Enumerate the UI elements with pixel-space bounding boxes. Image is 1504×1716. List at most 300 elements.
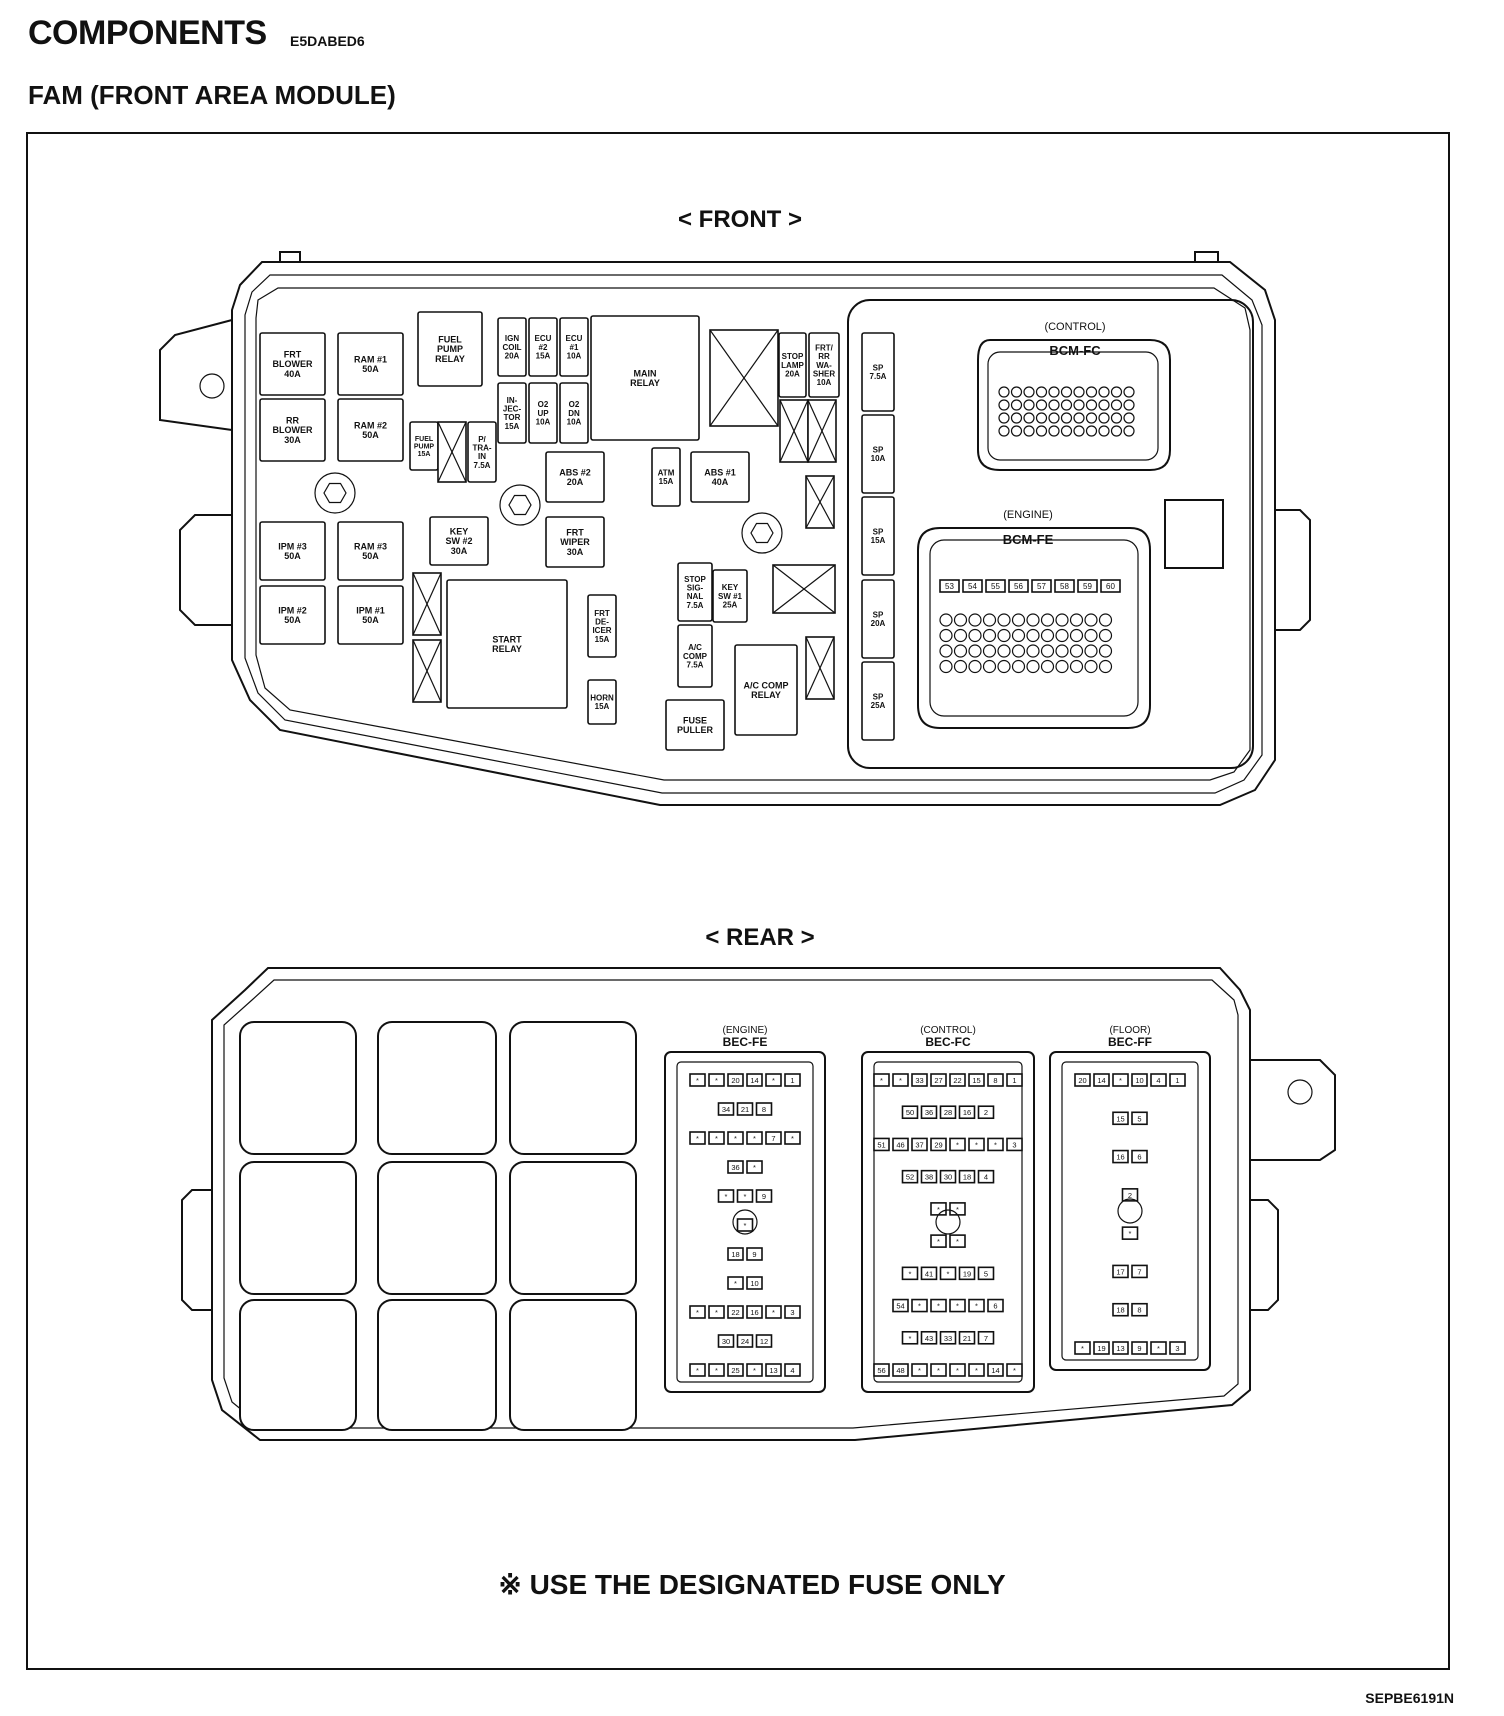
terminal-number: 6 <box>1137 1152 1142 1162</box>
connector-name: BEC-FC <box>925 1035 971 1049</box>
terminal <box>728 1248 743 1260</box>
terminal-number: 20 <box>1078 1076 1087 1085</box>
connector-caption: (FLOOR) <box>1109 1025 1151 1036</box>
connector-pin <box>1071 630 1083 642</box>
terminal-number: * <box>880 1076 883 1085</box>
rear-right-clip <box>1250 1200 1278 1310</box>
component-ecu-2 <box>529 318 557 376</box>
component-start-relay <box>447 580 567 708</box>
connector-pin <box>1074 400 1084 410</box>
terminal <box>988 1074 1003 1086</box>
component-label: RELAY <box>630 378 660 389</box>
component-frt-deicer <box>588 595 616 657</box>
terminal <box>1170 1342 1185 1354</box>
terminal <box>941 1332 956 1344</box>
terminal <box>922 1267 937 1279</box>
component-sp-25 <box>862 662 894 740</box>
terminal <box>941 1267 956 1279</box>
terminal <box>747 1364 762 1376</box>
front-top-tab-right <box>1195 252 1218 262</box>
connector-caption: (ENGINE) <box>722 1025 768 1036</box>
terminal-number: 46 <box>896 1140 905 1150</box>
rear-right-tab <box>1250 1060 1335 1160</box>
terminal <box>747 1132 762 1144</box>
terminal-number: * <box>956 1204 959 1214</box>
terminal <box>728 1277 743 1289</box>
rear-cavity-grid <box>240 1022 636 1430</box>
terminal <box>960 1332 975 1344</box>
terminal <box>988 1300 1003 1312</box>
terminal <box>1132 1265 1147 1277</box>
component-label: 10A <box>566 351 582 361</box>
connector-pin <box>1042 630 1054 642</box>
terminal <box>969 1138 984 1150</box>
terminal <box>1075 1074 1090 1086</box>
terminal-number: 27 <box>934 1076 943 1085</box>
terminal-number: 17 <box>1116 1267 1125 1277</box>
component-o2-up <box>529 383 557 443</box>
relay-cavity <box>510 1022 636 1154</box>
bcm-fe-pin <box>1055 580 1074 592</box>
connector-pin <box>1013 630 1025 642</box>
terminal-number: * <box>1013 1366 1016 1375</box>
connector-pin <box>1056 630 1068 642</box>
component-label: IPM #3 <box>278 541 307 552</box>
terminal <box>941 1106 956 1118</box>
component-label: 50A <box>362 364 379 375</box>
terminal-number: * <box>975 1301 978 1311</box>
connector-bec-fe <box>665 1025 825 1392</box>
terminal-number: 9 <box>752 1250 757 1259</box>
terminal-number: * <box>956 1237 959 1247</box>
component-label: SP <box>872 610 884 620</box>
terminal <box>766 1132 781 1144</box>
component-label: PULLER <box>677 725 713 736</box>
relay-cavity <box>240 1162 356 1294</box>
connector-pin <box>1056 645 1068 657</box>
figure-code: SEPBE6191N <box>1365 1690 1454 1706</box>
terminal-number: * <box>956 1140 959 1150</box>
terminal <box>747 1277 762 1289</box>
terminal <box>931 1364 946 1376</box>
terminal-number: * <box>975 1366 978 1375</box>
terminal <box>874 1074 889 1086</box>
component-label: IPM #1 <box>356 605 385 616</box>
terminal <box>738 1219 753 1231</box>
component-label: STOP <box>781 352 804 362</box>
terminal-number: 37 <box>915 1140 924 1150</box>
terminal <box>728 1132 743 1144</box>
component-label: ICER <box>592 626 612 636</box>
component-label: A/C COMP <box>743 680 789 691</box>
front-left-tab <box>160 320 232 430</box>
component-fuel-pump-relay <box>418 312 482 386</box>
connector-pin <box>1124 387 1134 397</box>
terminal-number: 1 <box>1175 1076 1180 1085</box>
terminal-number: * <box>696 1366 699 1375</box>
component-label: COMP <box>683 651 707 661</box>
designated-fuse-note: ※ USE THE DESIGNATED FUSE ONLY <box>498 1569 1006 1600</box>
terminal <box>979 1106 994 1118</box>
terminal <box>1132 1304 1147 1316</box>
connector-pin <box>1012 387 1022 397</box>
component-label: IN <box>478 452 486 462</box>
terminal-number: * <box>918 1301 921 1311</box>
connector-pin <box>984 645 996 657</box>
component-label: IPM #2 <box>278 605 307 616</box>
terminal-number: * <box>908 1269 912 1279</box>
pin-number: 56 <box>1014 582 1023 591</box>
terminal-number: 1 <box>1012 1076 1017 1085</box>
terminal <box>1094 1074 1109 1086</box>
terminal-number: 36 <box>731 1163 740 1172</box>
terminal <box>893 1138 908 1150</box>
front-blank-block <box>1165 500 1223 568</box>
terminal-number: * <box>715 1134 718 1143</box>
component-label: 7.5A <box>473 460 491 470</box>
terminal-number: 14 <box>750 1076 759 1085</box>
terminal-number: 13 <box>1116 1344 1125 1353</box>
terminal-number: 19 <box>1097 1344 1106 1353</box>
terminal-number: 18 <box>962 1172 972 1182</box>
terminal-number: 10 <box>1135 1076 1144 1085</box>
pin-number: 59 <box>1083 582 1092 591</box>
terminal-number: 41 <box>924 1269 934 1279</box>
terminal <box>719 1335 734 1347</box>
terminal-number: * <box>937 1301 940 1311</box>
terminal-number: * <box>994 1140 997 1150</box>
connector-pin <box>955 661 967 673</box>
terminal-number: * <box>715 1366 718 1375</box>
component-label: O2 <box>537 400 549 410</box>
connector-pin <box>1037 387 1047 397</box>
connector-pin <box>1056 661 1068 673</box>
terminal <box>922 1171 937 1183</box>
terminal-number: * <box>772 1308 775 1317</box>
connector-pin <box>1037 400 1047 410</box>
spare-slot <box>806 476 834 528</box>
connector-pin <box>940 661 952 673</box>
terminal-number: 8 <box>761 1105 767 1114</box>
connector-pin <box>955 645 967 657</box>
component-label: KEY <box>721 583 739 593</box>
bcm-fc-inner <box>988 352 1158 460</box>
terminal-number: * <box>937 1204 940 1214</box>
terminal <box>785 1306 800 1318</box>
terminal <box>747 1306 762 1318</box>
connector-pin <box>1024 400 1034 410</box>
component-label: NAL <box>686 592 704 602</box>
terminal-number: 21 <box>740 1105 750 1114</box>
component-key-sw-2 <box>430 517 488 565</box>
connector-name: BEC-FF <box>1108 1035 1152 1049</box>
terminal <box>893 1364 908 1376</box>
bcm-fe-pin-grid <box>940 580 1120 673</box>
rear-left-clip <box>182 1190 212 1310</box>
component-label: FUEL <box>414 435 434 443</box>
connector-pin <box>998 645 1010 657</box>
bcm-fe-pin <box>1078 580 1097 592</box>
terminal-number: 1 <box>790 1076 795 1085</box>
component-sp-20 <box>862 580 894 658</box>
component-abs-2 <box>546 452 604 502</box>
terminal-number: 7 <box>1137 1267 1142 1277</box>
bcm-fe-pin <box>1032 580 1051 592</box>
component-label: FUEL <box>438 334 462 345</box>
bcm-fc-pin-grid <box>999 387 1134 436</box>
terminal <box>1094 1342 1109 1354</box>
component-label: 30A <box>284 434 301 445</box>
terminal <box>785 1132 800 1144</box>
terminal <box>1113 1074 1128 1086</box>
bcm-fe-pin <box>1101 580 1120 592</box>
terminal <box>766 1306 781 1318</box>
connector-bec-fc <box>862 1025 1034 1392</box>
connector-pin <box>940 645 952 657</box>
terminal <box>1132 1074 1147 1086</box>
terminal <box>1075 1342 1090 1354</box>
component-label: 50A <box>362 551 379 562</box>
terminal <box>960 1267 975 1279</box>
connector-pin <box>1012 413 1022 423</box>
terminal-number: 30 <box>943 1172 953 1182</box>
terminal-number: * <box>696 1076 699 1085</box>
component-label: 7.5A <box>686 600 704 610</box>
terminal-number: 10 <box>750 1279 759 1288</box>
terminal <box>1113 1342 1128 1354</box>
terminal <box>728 1306 743 1318</box>
component-label: 7.5A <box>869 372 887 382</box>
terminal <box>941 1171 956 1183</box>
component-ram-1 <box>338 333 403 395</box>
connector-pin <box>955 630 967 642</box>
terminal-number: * <box>956 1301 959 1311</box>
component-label: LAMP <box>781 360 804 370</box>
pin-number: 54 <box>968 582 977 591</box>
component-label: IGN <box>504 334 520 344</box>
component-label: SHER <box>812 369 836 379</box>
component-label: 50A <box>284 551 301 562</box>
component-label: 15A <box>504 421 520 431</box>
connector-pin <box>1037 413 1047 423</box>
connector-pin <box>1099 426 1109 436</box>
terminal-number: 34 <box>721 1105 731 1114</box>
terminal <box>690 1074 705 1086</box>
connector-pin <box>1071 614 1083 626</box>
terminal-number: 3 <box>1012 1140 1017 1150</box>
connector-pin <box>1012 400 1022 410</box>
terminal-number: 2 <box>1127 1190 1133 1200</box>
terminal-number: 14 <box>1097 1076 1106 1085</box>
bcm-fe-pin <box>963 580 982 592</box>
component-ram-3 <box>338 522 403 580</box>
terminal-number: 28 <box>943 1108 953 1118</box>
component-label: 30A <box>566 546 584 557</box>
connector-pin <box>1074 426 1084 436</box>
terminal-number: 20 <box>731 1076 740 1085</box>
connector-pin <box>1099 387 1109 397</box>
terminal <box>690 1306 705 1318</box>
terminal-number: * <box>956 1366 959 1375</box>
connector-pin <box>1013 614 1025 626</box>
terminal <box>922 1106 937 1118</box>
component-fuse-puller <box>666 700 724 750</box>
connector-bolt-hole <box>936 1210 960 1234</box>
connector-pin <box>1099 413 1109 423</box>
terminal-number: * <box>743 1221 747 1230</box>
connector-pin <box>1071 661 1083 673</box>
component-ac-comp <box>678 625 712 687</box>
component-fuel-pump <box>410 422 438 470</box>
terminal <box>950 1364 965 1376</box>
terminal-number: * <box>753 1163 756 1172</box>
terminal-number: * <box>899 1076 902 1085</box>
terminal-number: 21 <box>962 1333 972 1343</box>
terminal <box>874 1364 889 1376</box>
terminal <box>988 1138 1003 1150</box>
terminal <box>757 1335 772 1347</box>
connector-pin <box>1042 614 1054 626</box>
terminal-number: * <box>715 1076 718 1085</box>
component-label: RR <box>818 352 830 362</box>
terminal <box>922 1332 937 1344</box>
terminal-number: 22 <box>731 1308 740 1317</box>
component-abs-1 <box>691 452 749 502</box>
terminal <box>1007 1074 1022 1086</box>
component-sp-15 <box>862 497 894 575</box>
pin-number: 53 <box>945 582 954 591</box>
connector-pin <box>969 645 981 657</box>
terminal-number: * <box>772 1076 775 1085</box>
bcm-fc-name: BCM-FC <box>1049 343 1101 358</box>
terminal-number: * <box>918 1366 921 1375</box>
component-label: 15A <box>594 634 610 644</box>
connector-pin <box>1056 614 1068 626</box>
terminal <box>747 1248 762 1260</box>
terminal-number: 9 <box>761 1192 767 1201</box>
connector-pin <box>1085 630 1097 642</box>
connector-pin <box>999 413 1009 423</box>
connector-pin <box>998 630 1010 642</box>
relay-cavity <box>378 1162 496 1294</box>
component-label: RAM #1 <box>353 354 388 365</box>
terminal-number: 4 <box>983 1172 989 1182</box>
connector-pin <box>1085 614 1097 626</box>
relay-cavity <box>378 1300 496 1430</box>
terminal-number: * <box>715 1308 718 1317</box>
component-label: SP <box>872 445 884 455</box>
mounting-bolt <box>500 485 540 525</box>
terminal-number: 16 <box>1116 1152 1125 1162</box>
relay-cavity <box>240 1022 356 1154</box>
terminal <box>1113 1304 1128 1316</box>
terminal <box>969 1300 984 1312</box>
relay-cavity <box>378 1022 496 1154</box>
component-label: SP <box>872 527 884 537</box>
terminal <box>903 1332 918 1344</box>
component-label: TOR <box>503 413 521 423</box>
component-frt-blower <box>260 333 325 395</box>
terminal-number: * <box>753 1134 756 1143</box>
rear-connectors-layer <box>665 1025 1210 1392</box>
terminal-number: 5 <box>1137 1114 1142 1124</box>
spare-slot <box>773 565 835 613</box>
terminal <box>912 1074 927 1086</box>
connector-pin <box>955 614 967 626</box>
terminal <box>690 1132 705 1144</box>
terminal <box>719 1190 734 1202</box>
terminal <box>1123 1227 1138 1239</box>
pin-number: 57 <box>1037 582 1046 591</box>
terminal-number: 38 <box>924 1172 934 1182</box>
connector-pin <box>1087 400 1097 410</box>
component-label: 40A <box>711 477 729 488</box>
component-label: 15A <box>594 702 610 712</box>
connector-pin <box>1062 400 1072 410</box>
connector-pin <box>1085 661 1097 673</box>
component-p-train <box>468 422 496 482</box>
terminal-number: 24 <box>740 1337 750 1346</box>
terminal-number: * <box>1157 1344 1160 1353</box>
rear-view-label: < REAR > <box>705 924 815 951</box>
terminal <box>931 1235 946 1247</box>
relay-cavity <box>510 1300 636 1430</box>
component-label: 20A <box>870 619 886 629</box>
terminal-number: 3 <box>1175 1344 1180 1353</box>
component-sp-10 <box>862 415 894 493</box>
front-view-label: < FRONT > <box>677 206 803 233</box>
component-label: TRA- <box>472 443 492 453</box>
component-label: SW #1 <box>717 591 743 601</box>
component-stop-signal <box>678 563 712 621</box>
component-label: SP <box>872 363 884 373</box>
component-label: MAIN <box>633 368 657 379</box>
component-label: FUSE <box>682 715 708 726</box>
component-o2-dn <box>560 383 588 443</box>
terminal-number: 30 <box>721 1337 731 1346</box>
terminal <box>979 1171 994 1183</box>
bcm-fc-caption: (CONTROL) <box>1044 321 1106 333</box>
terminal-number: 33 <box>915 1076 924 1085</box>
terminal-number: 19 <box>962 1269 972 1279</box>
terminal <box>1151 1074 1166 1086</box>
component-rr-blower <box>260 399 325 461</box>
component-label: 7.5A <box>686 660 704 670</box>
connector-pin <box>1027 645 1039 657</box>
terminal-number: 4 <box>1156 1076 1161 1085</box>
component-stop-lamp <box>779 333 806 397</box>
terminal-number: 29 <box>934 1140 943 1150</box>
terminal-number: * <box>1119 1076 1122 1085</box>
terminal-number: 8 <box>993 1076 998 1085</box>
terminal <box>709 1074 724 1086</box>
connector-pin <box>940 614 952 626</box>
component-label: 50A <box>284 615 301 626</box>
connector-pin <box>1024 387 1034 397</box>
component-label: BLOWER <box>272 359 313 370</box>
connector-pin <box>1071 645 1083 657</box>
spare-slot <box>780 400 808 462</box>
connector-pin <box>1027 661 1039 673</box>
terminal-number: * <box>1081 1344 1084 1353</box>
terminal-number: 14 <box>991 1366 1000 1375</box>
component-ipm-3 <box>260 522 325 580</box>
terminal <box>728 1074 743 1086</box>
terminal <box>1113 1151 1128 1163</box>
terminal-number: 13 <box>769 1366 778 1375</box>
component-ipm-2 <box>260 586 325 644</box>
terminal <box>931 1300 946 1312</box>
